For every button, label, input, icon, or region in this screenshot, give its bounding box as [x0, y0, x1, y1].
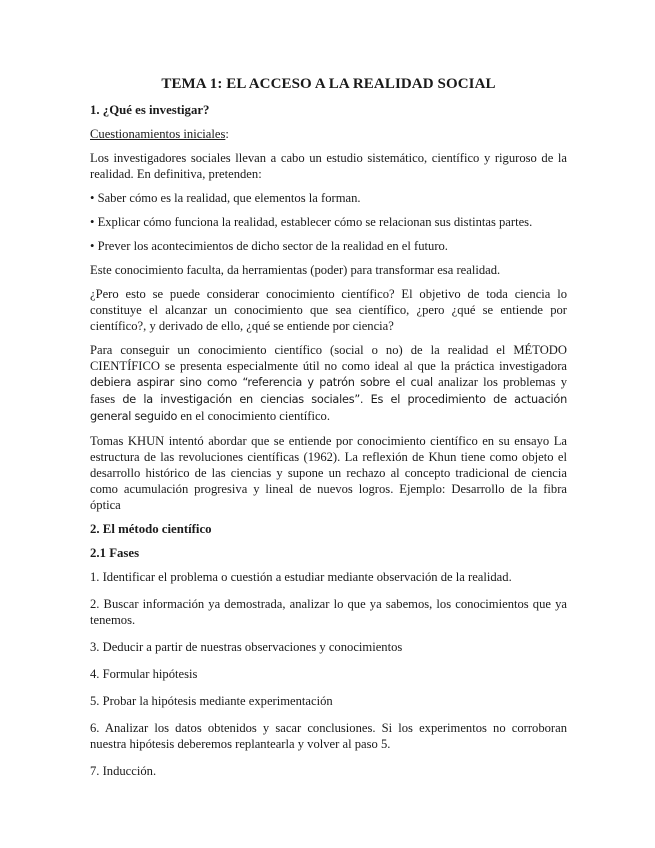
question-paragraph: ¿Pero esto se puede considerar conocimiento científico? El objetivo de toda ciencia lo constituye el alcanzar un conocimiento que sea científico, ¿pero ¿qué se entiende por científico?, y derivado de ello, ¿qué se entiende por ciencia?: [90, 287, 567, 333]
phase-step: 6. Analizar los datos obtenidos y sacar conclusiones. Si los experimentos no corroboran nuestra hipótesis deberemos replantearla y volver al paso 5.: [90, 721, 567, 751]
method-text-1: Para conseguir un conocimiento científico (social o no) de la realidad el MÉTODO CIENTÍFICO se presenta especialmente útil no como ideal al que la práctica investigadora: [90, 343, 567, 373]
initial-questions-colon: :: [225, 127, 229, 141]
phase-step: 1. Identificar el problema o cuestión a estudiar mediante observación de la realidad.: [90, 570, 512, 584]
bullet-mark: •: [90, 191, 98, 205]
khun-paragraph: Tomas KHUN intentó abordar que se entiende por conocimiento científico en su ensayo La estructura de las revoluciones científicas (1962). La reflexión de Khun tiene como objeto el desarrollo histórico de las ciencias y supone un rechazo al concepto tradicional de ciencia como acumulación progresiva y lineal de nuevos logros. Ejemplo: Desarrollo de la fibra óptica: [90, 434, 567, 512]
intro-paragraph: Los investigadores sociales llevan a cabo un estudio sistemático, científico y riguroso de la realidad. En definitiva, pretenden:: [90, 151, 567, 181]
method-text-4: de la investigación en ciencias sociales”. Es el procedimiento de actuación general seguido: [90, 393, 567, 423]
bullet-mark: •: [90, 215, 98, 229]
bullet-item: [90, 238, 567, 254]
bullet-item: [90, 214, 567, 230]
section-1-heading: 1. ¿Qué es investigar?: [90, 103, 210, 117]
initial-questions-label: [90, 126, 567, 142]
bullet-item: [90, 190, 567, 206]
bullet-mark: •: [90, 239, 98, 253]
document-page: [90, 74, 567, 790]
bullet-text: Explicar cómo funciona la realidad, establecer cómo se relacionan sus distintas partes.: [97, 215, 533, 229]
method-text-5: en el conocimiento científico.: [177, 409, 330, 423]
method-paragraph: [90, 342, 567, 425]
method-text-3: analizar los problemas y fases: [90, 375, 567, 406]
phase-step: 5. Probar la hipótesis mediante experimentación: [90, 694, 333, 708]
phase-step: 4. Formular hipótesis: [90, 667, 198, 681]
bullet-text: Saber cómo es la realidad, que elementos la forman.: [97, 191, 361, 205]
phase-step: 7. Inducción.: [90, 764, 157, 778]
method-text-2: debiera aspirar sino como “referencia y patrón sobre el cual: [90, 376, 433, 389]
initial-questions-underlined: Cuestionamientos iniciales: [90, 127, 226, 141]
section-2-heading: 2. El método científico: [90, 522, 212, 536]
bullet-text: Prever los acontecimientos de dicho sector de la realidad en el futuro.: [97, 239, 448, 253]
phases-heading: 2.1 Fases: [90, 546, 140, 560]
phase-step: 2. Buscar información ya demostrada, analizar lo que ya sabemos, los conocimientos que ya tenemos.: [90, 597, 567, 627]
phase-step: 3. Deducir a partir de nuestras observaciones y conocimientos: [90, 640, 403, 654]
document-title: TEMA 1: EL ACCESO A LA REALIDAD SOCIAL: [161, 76, 496, 92]
tool-paragraph: Este conocimiento faculta, da herramientas (poder) para transformar esa realidad.: [90, 263, 501, 277]
